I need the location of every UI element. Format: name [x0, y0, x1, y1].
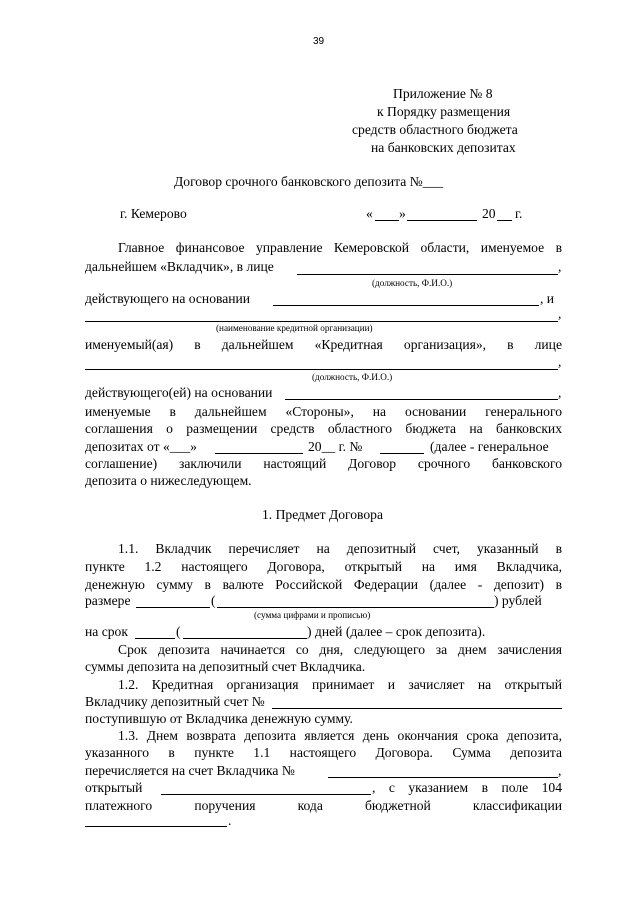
intro-line-3: действующего на основании — [85, 291, 251, 306]
paren-open: ( — [211, 593, 216, 608]
field-104-note: , с указанием в поле 104 — [372, 780, 562, 795]
amount-currency: ) рублей — [494, 593, 542, 608]
term-suffix: ) дней (далее – срок депозита). — [307, 624, 486, 639]
intro-line-5 — [85, 337, 562, 353]
p1-line-1: 1.1. Вкладчик перечисляет на депозитный счет, указанный в — [118, 541, 562, 556]
agreement-number-blank — [380, 453, 424, 454]
basis-blank-2 — [285, 399, 558, 400]
word: классификации — [472, 798, 562, 813]
p1-line-3: денежную сумму в валюте Российской Федерации (далее - депозит) в — [85, 577, 562, 592]
word: лице — [534, 337, 562, 352]
org-representative-blank — [85, 369, 558, 370]
comma: , — [558, 763, 562, 778]
appendix-line-2: к Порядку размещения — [377, 104, 511, 119]
p2-line-2: суммы депозита на депозитный счет Вкладчика. — [85, 659, 366, 674]
opened-label: открытый — [85, 780, 143, 795]
intro-line-11: соглашение) заключили настоящий Договор срочного банковского — [85, 456, 562, 471]
place: г. Кемерово — [120, 206, 187, 221]
term-label: на срок — [85, 624, 128, 639]
word: бюджетной — [364, 798, 431, 813]
deposit-month-blank — [215, 453, 303, 454]
comma: , — [558, 259, 562, 274]
deposit-account-blank — [272, 708, 562, 709]
period: . — [228, 813, 232, 828]
appendix-line-1: Приложение № 8 — [393, 86, 493, 101]
comma: , — [558, 306, 562, 321]
intro-line-1: Главное финансовое управление Кемеровской области, именуемое в — [118, 240, 562, 255]
p4-line-2: указанного в пункте 1.1 настоящего Договора. Сумма депозита — [85, 745, 562, 760]
date-month-blank — [407, 220, 477, 221]
p3-line-1: 1.2. Кредитная организация принимает и зачисляет на открытый — [118, 677, 562, 692]
intro-line-2: дальнейшем «Вкладчик», в лице — [85, 259, 274, 274]
opened-bank-blank — [161, 794, 371, 795]
deposit-line-end: (далее - генеральное — [430, 439, 549, 454]
organization-blank — [85, 321, 558, 322]
paren-open: ( — [176, 624, 181, 639]
date-year: 20 — [482, 206, 496, 221]
appendix-line-3: средств областного бюджета — [352, 122, 518, 137]
intro-line-12: депозита о нижеследующем. — [85, 473, 252, 488]
word: именуемый(ая) — [85, 337, 174, 352]
intro-line-7: действующего(ей) на основании — [85, 385, 273, 400]
deposit-date-label: депозитах от «___» — [85, 439, 197, 454]
representative-blank — [297, 274, 558, 275]
amount-digits-blank — [136, 607, 210, 608]
comma: , — [558, 385, 562, 400]
caption-amount: (сумма цифрами и прописью) — [254, 610, 371, 620]
intro-line-9: соглашения о размещении средств областного бюджета на банковских — [85, 421, 562, 436]
document-title: Договор срочного банковского депозита №___ — [174, 174, 444, 189]
basis-blank-1 — [273, 305, 539, 306]
word: платежного — [85, 798, 153, 813]
p4-line-1: 1.3. Днем возврата депозита является день окончания срока депозита, — [118, 728, 562, 743]
amount-label: размере — [85, 593, 131, 608]
p3-line-2: Вкладчику депозитный счет № — [85, 694, 265, 709]
p1-line-2: пункте 1.2 настоящего Договора, открытый на имя Вкладчика, — [85, 559, 562, 574]
date-quote-close: » — [399, 206, 406, 221]
section-1-heading: 1. Предмет Договора — [262, 507, 384, 522]
caption-position-name-1: (должность, Ф.И.О.) — [372, 278, 453, 288]
word: поручения — [194, 798, 256, 813]
p4-line-3: перечисляется на счет Вкладчика № — [85, 763, 295, 778]
word: в — [507, 337, 514, 352]
word: дальнейшем — [221, 337, 294, 352]
word: кода — [297, 798, 323, 813]
date-year-blank — [497, 220, 512, 221]
depositor-account-blank — [328, 777, 558, 778]
p4-line-5 — [85, 798, 562, 814]
intro-line-8: именуемые в дальнейшем «Стороны», на основании генерального — [85, 404, 562, 419]
word: «Кредитная — [314, 337, 383, 352]
intro-line-3-end: , и — [540, 291, 555, 306]
date-day-blank — [375, 220, 399, 221]
date-quote-open: « — [366, 206, 373, 221]
deposit-year-label: 20__ г. № — [308, 439, 363, 454]
caption-organization-name: (наименование кредитной организации) — [216, 323, 373, 333]
amount-words-blank — [217, 607, 494, 608]
caption-position-name-2: (должность, Ф.И.О.) — [312, 372, 393, 382]
appendix-line-4: на банковских депозитах — [371, 140, 516, 155]
p2-line-1: Срок депозита начинается со дня, следующего за днем зачисления — [118, 642, 562, 657]
comma: , — [558, 354, 562, 369]
p3-line-3: поступившую от Вкладчика денежную сумму. — [85, 711, 353, 726]
word: организация», — [403, 337, 487, 352]
date-year-suffix: г. — [515, 206, 523, 221]
term-words-blank — [183, 638, 307, 639]
term-digits-blank — [135, 638, 175, 639]
word: в — [194, 337, 201, 352]
page-number: 39 — [313, 36, 325, 47]
budget-code-blank — [85, 826, 227, 827]
